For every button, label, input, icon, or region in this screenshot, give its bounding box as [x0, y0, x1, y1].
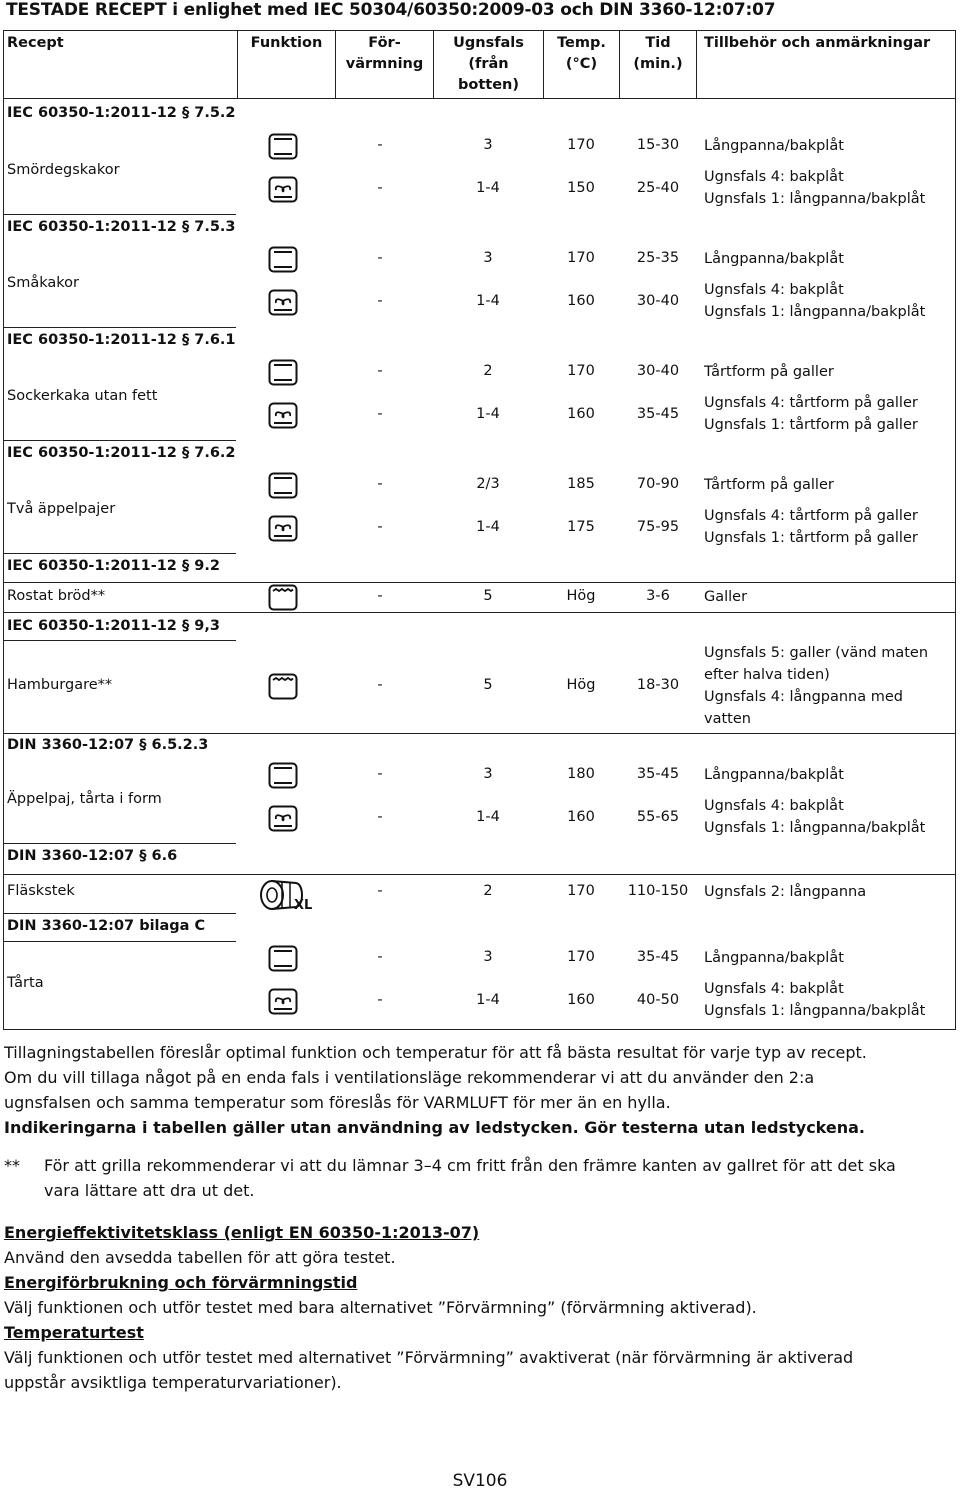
xl-roast-icon [258, 877, 314, 915]
recipe-name: Hamburgare** [7, 677, 113, 693]
preheat-value: - [377, 949, 383, 965]
level-value: 3 [483, 949, 493, 965]
header-tid: Tid (min.) [633, 35, 683, 72]
time-value: 30-40 [636, 363, 680, 379]
xl-label: XL [294, 898, 313, 913]
row-divider [3, 874, 956, 875]
time-value: 15-30 [636, 137, 680, 153]
time-value: 110-150 [627, 883, 689, 899]
accessory-note: Ugnsfals 4: bakplåt Ugnsfals 1: långpanna/bakplåt [704, 981, 926, 1019]
header-recept: Recept [7, 35, 64, 51]
footer-bold-note: Indikeringarna i tabellen gäller utan användning av ledstycken. Gör testerna utan ledstyckena. [4, 1118, 865, 1137]
recipe-name: Smördegskakor [7, 162, 120, 178]
time-value: 35-45 [636, 949, 680, 965]
preheat-value: - [377, 250, 383, 266]
temp-value: 175 [567, 519, 595, 535]
time-value: 35-45 [636, 766, 680, 782]
footnote-mark: ** [4, 1156, 20, 1175]
time-value: 3-6 [646, 588, 670, 604]
level-value: 1-4 [476, 406, 500, 422]
temp-value: 160 [567, 406, 595, 422]
temp-value: 170 [567, 883, 595, 899]
temp-value: 180 [567, 766, 595, 782]
preheat-value: - [377, 519, 383, 535]
level-value: 2/3 [476, 476, 500, 492]
temp-value: 160 [567, 992, 595, 1008]
fan-heat-icon [268, 402, 298, 429]
preheat-value: - [377, 677, 383, 693]
grill-icon [268, 584, 298, 611]
time-value: 55-65 [636, 809, 680, 825]
preheat-value: - [377, 406, 383, 422]
preheat-value: - [377, 293, 383, 309]
accessory-note: Ugnsfals 5: galler (vänd maten efter halva tiden) Ugnsfals 4: långpanna med vatten [704, 645, 929, 727]
preheat-value: - [377, 588, 383, 604]
test-standard: IEC 60350-1:2011-12 § 9,3 [7, 618, 220, 634]
accessory-note: Långpanna/bakplåt [704, 950, 844, 966]
row-divider [3, 98, 956, 99]
temp-value: 185 [567, 476, 595, 492]
test-standard: IEC 60350-1:2011-12 § 7.5.2 [7, 105, 236, 121]
time-value: 35-45 [636, 406, 680, 422]
conventional-heat-icon [268, 246, 298, 273]
test-standard: DIN 3360-12:07 § 6.6 [7, 848, 178, 864]
conventional-heat-icon [268, 945, 298, 972]
recipe-name: Äppelpaj, tårta i form [7, 791, 162, 807]
accessory-note: Långpanna/bakplåt [704, 138, 844, 154]
accessory-note: Tårtform på galler [704, 364, 834, 380]
recipe-name: Tårta [7, 975, 44, 991]
accessory-note: Ugnsfals 4: bakplåt Ugnsfals 1: långpanna/bakplåt [704, 282, 926, 320]
test-standard: IEC 60350-1:2011-12 § 9.2 [7, 558, 220, 574]
time-value: 70-90 [636, 476, 680, 492]
header-funktion: Funktion [250, 35, 323, 51]
time-value: 25-35 [636, 250, 680, 266]
row-divider [3, 214, 236, 215]
level-value: 3 [483, 137, 493, 153]
conventional-heat-icon [268, 133, 298, 160]
header-temp: Temp. (°C) [557, 35, 606, 72]
temp-value: 170 [567, 137, 595, 153]
test-standard: IEC 60350-1:2011-12 § 7.6.1 [7, 332, 236, 348]
level-value: 1-4 [476, 293, 500, 309]
level-value: 2 [483, 363, 493, 379]
fan-heat-icon [268, 988, 298, 1015]
fan-heat-icon [268, 515, 298, 542]
level-value: 5 [483, 677, 493, 693]
temp-value: Hög [566, 588, 596, 604]
accessory-note: Ugnsfals 2: långpanna [704, 884, 867, 900]
level-value: 5 [483, 588, 493, 604]
temp-value: 150 [567, 180, 595, 196]
accessory-note: Tårtform på galler [704, 477, 834, 493]
time-value: 25-40 [636, 180, 680, 196]
temp-value: Hög [566, 677, 596, 693]
row-divider [3, 640, 236, 641]
temp-value: 170 [567, 250, 595, 266]
footer-paragraph: Tillagningstabellen föreslår optimal funktion och temperatur för att få bästa resultat för varje typ av recept. Om du vill tillaga något på en enda fals i ventilationsläge rekommenderar vi att du använder den 2:a ugnsfalsen och samma temperatur som föreslås för VARMLUFT för mer än en hylla. Indikeringarna i tabellen gäller utan användning av ledstycken. Gör testerna utan ledstyckena. [4, 1040, 867, 1140]
level-value: 3 [483, 250, 493, 266]
accessory-note: Galler [704, 589, 748, 605]
footnote-text: För att grilla rekommenderar vi att du lämnar 3–4 cm fritt från den främre kanten av gallret för att det ska vara lättare att dra ut det. [44, 1156, 896, 1200]
preheat-value: - [377, 883, 383, 899]
header-tillbehor: Tillbehör och anmärkningar [704, 35, 931, 51]
time-value: 75-95 [636, 519, 680, 535]
header-ugnsfals: Ugnsfals (från botten) [453, 35, 524, 93]
accessory-note: Ugnsfals 4: bakplåt Ugnsfals 1: långpanna/bakplåt [704, 169, 926, 207]
temp-value: 170 [567, 949, 595, 965]
fan-heat-icon [268, 176, 298, 203]
test-standard: IEC 60350-1:2011-12 § 7.5.3 [7, 219, 236, 235]
accessory-note: Långpanna/bakplåt [704, 767, 844, 783]
section-energy-class: Energieffektivitetsklass (enligt EN 60350-1:2013-07) Använd den avsedda tabellen för att göra testet. Energiförbrukning och förvärmningstid Välj funktionen och utför testet med bara alternativet ”Förvärmning” (förvärmning aktiverad). Temperaturtest Välj funktionen och utför testet med alternativet ”Förvärmning” avaktiverat (när förvärmning är aktiverad uppstår avsiktliga temperaturvariationer). [4, 1220, 853, 1395]
section-heading: Temperaturtest [4, 1323, 144, 1342]
page-title: TESTADE RECEPT i enlighet med IEC 50304/60350:2009-03 och DIN 3360-12:07:07 [6, 0, 776, 20]
recipe-name: Fläskstek [7, 883, 75, 899]
time-value: 30-40 [636, 293, 680, 309]
conventional-heat-icon [268, 472, 298, 499]
recipe-name: Småkakor [7, 275, 79, 291]
grill-icon [268, 673, 298, 700]
accessory-note: Långpanna/bakplåt [704, 251, 844, 267]
header-forvarmning: För- värmning [345, 35, 424, 72]
row-divider [3, 327, 236, 328]
fan-heat-icon [268, 805, 298, 832]
time-value: 18-30 [636, 677, 680, 693]
conventional-heat-icon [268, 359, 298, 386]
row-divider [3, 733, 956, 734]
row-divider [3, 843, 236, 844]
preheat-value: - [377, 363, 383, 379]
fan-heat-icon [268, 289, 298, 316]
row-divider [3, 612, 956, 613]
level-value: 2 [483, 883, 493, 899]
time-value: 40-50 [636, 992, 680, 1008]
row-divider [3, 553, 236, 554]
test-standard: DIN 3360-12:07 § 6.5.2.3 [7, 737, 209, 753]
preheat-value: - [377, 809, 383, 825]
recipe-name: Rostat bröd** [7, 588, 106, 604]
accessory-note: Ugnsfals 4: tårtform på galler Ugnsfals 1: tårtform på galler [704, 508, 918, 546]
test-standard: DIN 3360-12:07 bilaga C [7, 918, 206, 934]
section-heading: Energieffektivitetsklass (enligt EN 60350-1:2013-07) [4, 1223, 480, 1242]
recipe-name: Två äppelpajer [7, 501, 116, 517]
temp-value: 160 [567, 809, 595, 825]
accessory-note: Ugnsfals 4: bakplåt Ugnsfals 1: långpanna/bakplåt [704, 798, 926, 836]
preheat-value: - [377, 137, 383, 153]
conventional-heat-icon [268, 762, 298, 789]
row-divider [3, 913, 236, 914]
section-heading: Energiförbrukning och förvärmningstid [4, 1273, 358, 1292]
level-value: 3 [483, 766, 493, 782]
level-value: 1-4 [476, 180, 500, 196]
temp-value: 160 [567, 293, 595, 309]
recipe-name: Sockerkaka utan fett [7, 388, 158, 404]
temp-value: 170 [567, 363, 595, 379]
level-value: 1-4 [476, 809, 500, 825]
level-value: 1-4 [476, 519, 500, 535]
level-value: 1-4 [476, 992, 500, 1008]
preheat-value: - [377, 992, 383, 1008]
accessory-note: Ugnsfals 4: tårtform på galler Ugnsfals 1: tårtform på galler [704, 395, 918, 433]
preheat-value: - [377, 476, 383, 492]
preheat-value: - [377, 766, 383, 782]
page-number: SV106 [452, 1471, 508, 1491]
row-divider [3, 582, 956, 583]
row-divider [3, 440, 236, 441]
header-divider [696, 30, 697, 98]
row-divider [3, 941, 236, 942]
test-standard: IEC 60350-1:2011-12 § 7.6.2 [7, 445, 236, 461]
preheat-value: - [377, 180, 383, 196]
